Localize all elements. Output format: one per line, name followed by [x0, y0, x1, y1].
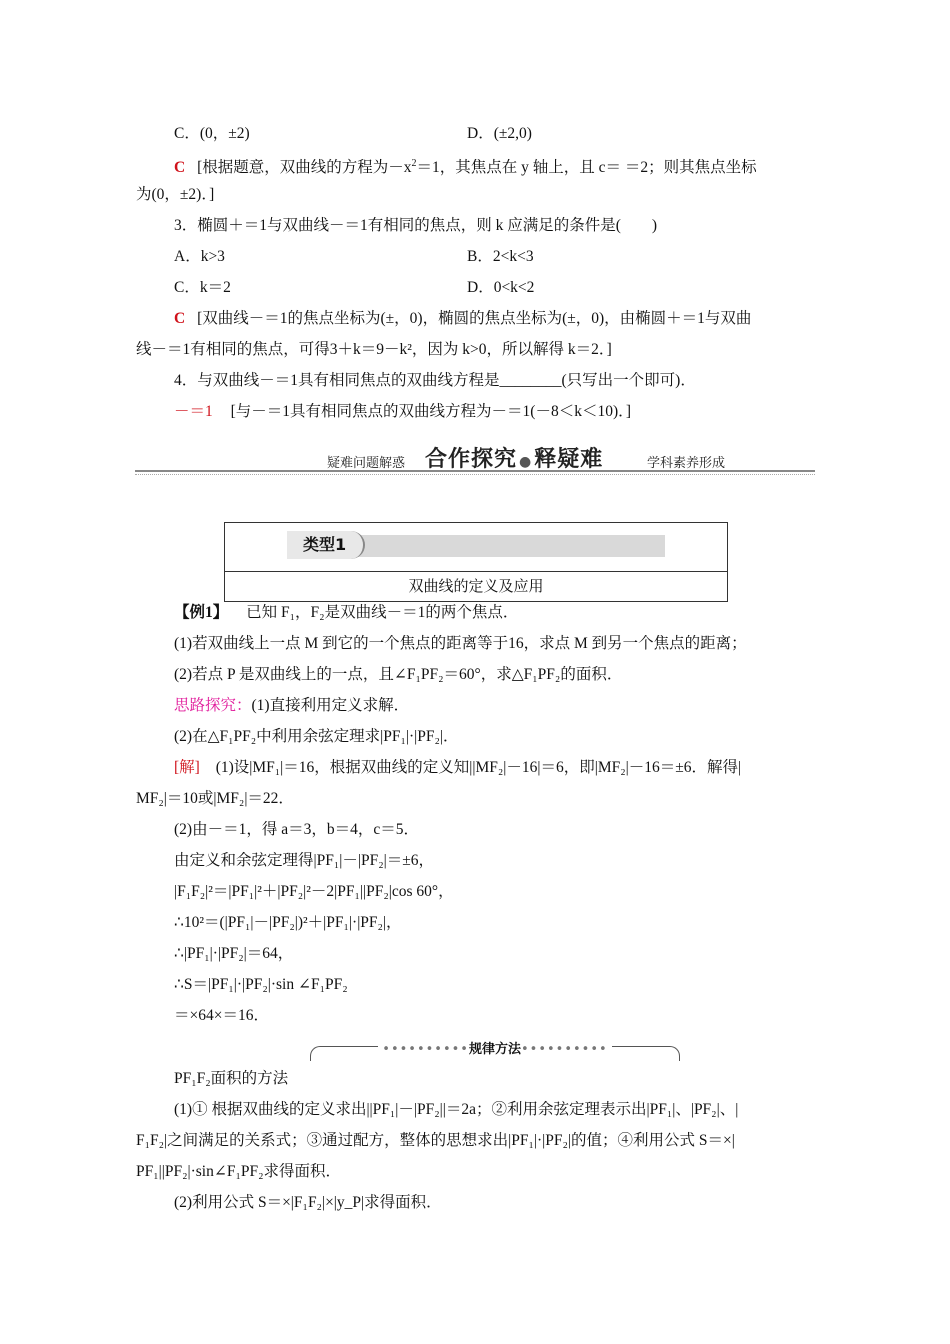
method-dots-left: •••••••••• — [382, 1042, 469, 1057]
q2-answer-text-b: ＝1，其焦点在 y 轴上，且 c＝ ＝2；则其焦点坐标 — [416, 159, 757, 176]
solution-text-2: (2)由－＝1，得 a＝3，b＝4，c＝5． — [174, 821, 419, 838]
q2-answer-letter: C — [174, 159, 186, 176]
q3-option-c: C．k＝2 — [174, 279, 231, 296]
method-label — [310, 1038, 680, 1057]
banner-rule — [135, 470, 815, 472]
solution-text-5: ∴10²＝(|PF₁|－|PF₂|)²＋|PF₁|·|PF₂|， — [174, 914, 402, 931]
solution-text-1b: MF₂|＝10或|MF₂|＝22． — [136, 790, 294, 807]
type-title: 双曲线的定义及应用 — [408, 577, 544, 595]
type-box — [224, 522, 728, 602]
q4-answer — [174, 402, 631, 422]
method-heading: PF₁F₂面积的方法 — [174, 1070, 289, 1087]
method-point1c: PF₁||PF₂|·sin∠F₁PF₂求得面积． — [136, 1163, 342, 1180]
banner-rule-dotted — [135, 474, 815, 475]
example-label: 【例1】 — [174, 604, 229, 621]
hint-text-2: (2)在△F₁PF₂中利用余弦定理求|PF₁|·|PF₂|． — [174, 728, 459, 745]
method-title: 规律方法 — [468, 1042, 521, 1057]
solution-text-6: ∴|PF₁|·|PF₂|＝64， — [174, 945, 294, 962]
example-part2: (2)若点 P 是双曲线上的一点，且∠F₁PF₂＝60°，求△F₁PF₂的面积． — [174, 666, 623, 683]
solution-line1 — [174, 758, 741, 778]
q4-stem: 4．与双曲线－＝1具有相同焦点的双曲线方程是________(只写出一个即可)． — [174, 372, 696, 389]
q2-answer-line2: 为(0，±2)．] — [136, 186, 215, 203]
section-banner — [135, 440, 815, 476]
hint-label: 思路探究： — [174, 697, 252, 714]
solution-text-7: ∴S＝|PF₁|·|PF₂|·sin ∠F₁PF₂ — [174, 976, 348, 993]
q3-answer — [174, 309, 751, 329]
q3-answer-line2: 线－＝1有相同的焦点，可得3＋k＝9－k²，因为 k>0，所以解得 k＝2．] — [136, 341, 612, 358]
q2-answer-text: [根据题意，双曲线的方程为－x — [197, 159, 412, 176]
banner-main — [425, 442, 603, 473]
solution-text-3: 由定义和余弦定理得|PF₁|－|PF₂|＝±6， — [174, 852, 434, 869]
q4-answer-text: [与－＝1具有相同焦点的双曲线方程为－＝1(－8＜k＜10)．] — [230, 403, 632, 420]
q3-option-d: D．0<k<2 — [467, 279, 535, 296]
method-point1a: (1)① 根据双曲线的定义求出||PF₁|－|PF₂||＝2a；②利用余弦定理表示出|PF₁|、|PF₂|、| — [174, 1101, 739, 1118]
solution-label: [解] — [174, 759, 200, 776]
q2-answer — [174, 154, 757, 178]
example-stem-line — [174, 603, 518, 623]
solution-text-8: ＝×64×＝16． — [174, 1007, 269, 1024]
banner-main-text-2: 释疑难 — [534, 447, 604, 472]
q3-option-a: A．k>3 — [174, 248, 225, 265]
type-tag: 类型1 — [287, 531, 365, 559]
type-box-divider — [225, 571, 727, 572]
q3-stem: 3．椭圆＋＝1与双曲线－＝1有相同的焦点，则 k 应满足的条件是( ) — [174, 217, 658, 234]
q3-answer-letter: C — [174, 310, 186, 327]
method-point1b: F₁F₂|之间满足的关系式；③通过配方，整体的思想求出|PF₁|·|PF₂|的值；④利用公式 S＝×| — [136, 1132, 735, 1149]
q3-option-b: B．2<k<3 — [467, 248, 534, 265]
example-part1: (1)若双曲线上一点 M 到它的一个焦点的距离等于16，求点 M 到另一个焦点的距离； — [174, 635, 747, 652]
q3-answer-text: [双曲线－＝1的焦点坐标为(±，0)，椭圆的焦点坐标为(±，0)，由椭圆＋＝1与双曲 — [197, 310, 752, 327]
q2-answer-sup: 2 — [411, 158, 417, 169]
q2-option-c: C．(0，±2) — [174, 125, 250, 142]
banner-right-text: 学科素养形成 — [647, 456, 726, 471]
solution-text-1: (1)设|MF₁|＝16，根据双曲线的定义知||MF₂|－16|＝6，即|MF₂|－16＝±6．解得| — [215, 759, 742, 776]
banner-arrow-icon: ● — [519, 454, 533, 470]
method-point2: (2)利用公式 S＝×|F₁F₂|×|y_P|求得面积． — [174, 1194, 442, 1211]
method-dots-right: •••••••••• — [521, 1042, 608, 1057]
hint-text-1: (1)直接利用定义求解． — [251, 697, 410, 714]
method-header — [310, 1038, 680, 1062]
solution-text-4: |F₁F₂|²＝|PF₁|²＋|PF₂|²－2|PF₁||PF₂|cos 60°， — [174, 883, 454, 900]
banner-main-text-1: 合作探究 — [425, 447, 518, 472]
q2-option-d: D．(±2,0) — [467, 125, 532, 142]
example-stem: 已知 F₁，F₂是双曲线－＝1的两个焦点． — [246, 604, 519, 621]
hint-line1 — [174, 696, 409, 716]
banner-left-text: 疑难问题解惑 — [327, 456, 406, 471]
q4-answer-red: －＝1 — [174, 403, 213, 420]
